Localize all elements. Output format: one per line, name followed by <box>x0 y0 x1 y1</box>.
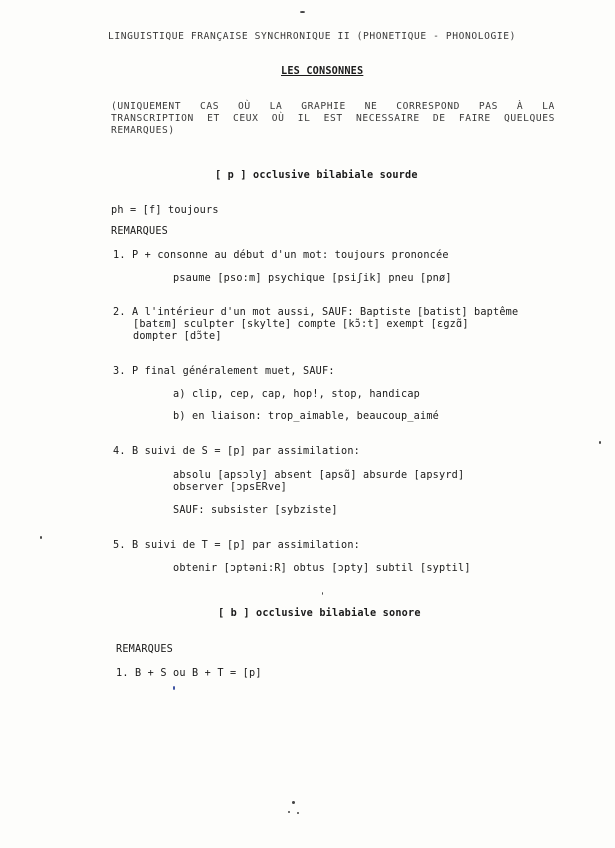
b-remark-1: 1. B + S ou B + T = [p] <box>116 668 262 679</box>
intro-word: CEUX <box>233 113 259 124</box>
b-remarques-label: REMARQUES <box>116 644 174 655</box>
remark-3a: a) clip, cep, cap, hop!, stop, handicap <box>173 389 421 400</box>
intro-line-1 <box>111 101 555 112</box>
intro-word: QUELQUES <box>503 113 555 124</box>
remark-4-line-2: observer [ɔpsERve] <box>173 482 288 493</box>
scan-speck <box>40 536 42 539</box>
intro-word: NE <box>364 101 378 112</box>
scan-speck <box>300 11 305 13</box>
intro-word: NECESSAIRE <box>355 113 420 124</box>
scan-speck <box>599 441 601 444</box>
intro-word: TRANSCRIPTION <box>111 113 194 124</box>
intro-word: ET <box>207 113 220 124</box>
scan-speck <box>292 801 295 804</box>
intro-word: EST <box>323 113 343 124</box>
remark-4: 4. B suivi de S = [p] par assimilation: <box>113 446 361 457</box>
remark-3: 3. P final généralement muet, SAUF: <box>113 366 335 377</box>
remarques-label: REMARQUES <box>111 226 169 237</box>
remark-2-line-1: 2. A l'intérieur d'un mot aussi, SAUF: Baptiste [batist] baptême <box>113 307 519 318</box>
intro-word: OÙ <box>237 101 251 112</box>
remark-3b: b) en liaison: trop_aimable, beaucoup_aimé <box>173 411 440 422</box>
intro-word: CORRESPOND <box>396 101 461 112</box>
course-header: LINGUISTIQUE FRANÇAISE SYNCHRONIQUE II (PHONETIQUE - PHONOLOGIE) <box>108 31 517 42</box>
ph-rule: ph = [f] toujours <box>111 205 219 216</box>
remark-1-examples: psaume [pso:m] psychique [psiʃik] pneu [pnø] <box>173 273 452 284</box>
scan-speck <box>297 812 299 814</box>
remark-2-line-3: dompter [dɔ̃te] <box>133 331 222 342</box>
intro-word: OÙ <box>271 113 285 124</box>
intro-word: GRAPHIE <box>301 101 346 112</box>
intro-word: LA <box>269 101 283 112</box>
remark-4-line-1: absolu [apsɔly] absent [apsɑ̃] absurde [apsyrd] <box>173 470 465 481</box>
intro-word: À <box>516 101 524 112</box>
intro-line-2 <box>111 113 555 124</box>
intro-word: PAS <box>478 101 499 112</box>
remark-5: 5. B suivi de T = [p] par assimilation: <box>113 540 361 551</box>
intro-word: FAIRE <box>458 113 491 124</box>
remark-5-examples: obtenir [ɔptəni:R] obtus [ɔpty] subtil [syptil] <box>173 563 471 574</box>
section-title: LES CONSONNES <box>281 66 364 77</box>
b-section-heading: [ b ] occlusive bilabiale sonore <box>218 608 421 619</box>
scan-speck <box>173 686 175 690</box>
scan-speck <box>288 811 290 813</box>
intro-word: IL <box>297 113 311 124</box>
scan-speck <box>322 592 323 595</box>
intro-word: LA <box>542 101 555 112</box>
intro-word: (UNIQUEMENT <box>111 101 182 112</box>
remark-2-line-2: [batɛm] sculpter [skylte] compte [kɔ̃:t] exempt [ɛgzɑ̃] <box>133 319 469 330</box>
remark-1: 1. P + consonne au début d'un mot: toujours prononcée <box>113 250 449 261</box>
intro-line-3: REMARQUES) <box>111 125 175 136</box>
p-section-heading: [ p ] occlusive bilabiale sourde <box>215 170 418 181</box>
intro-word: CAS <box>199 101 220 112</box>
intro-word: DE <box>432 113 446 124</box>
remark-4-sauf: SAUF: subsister [sybziste] <box>173 505 338 516</box>
